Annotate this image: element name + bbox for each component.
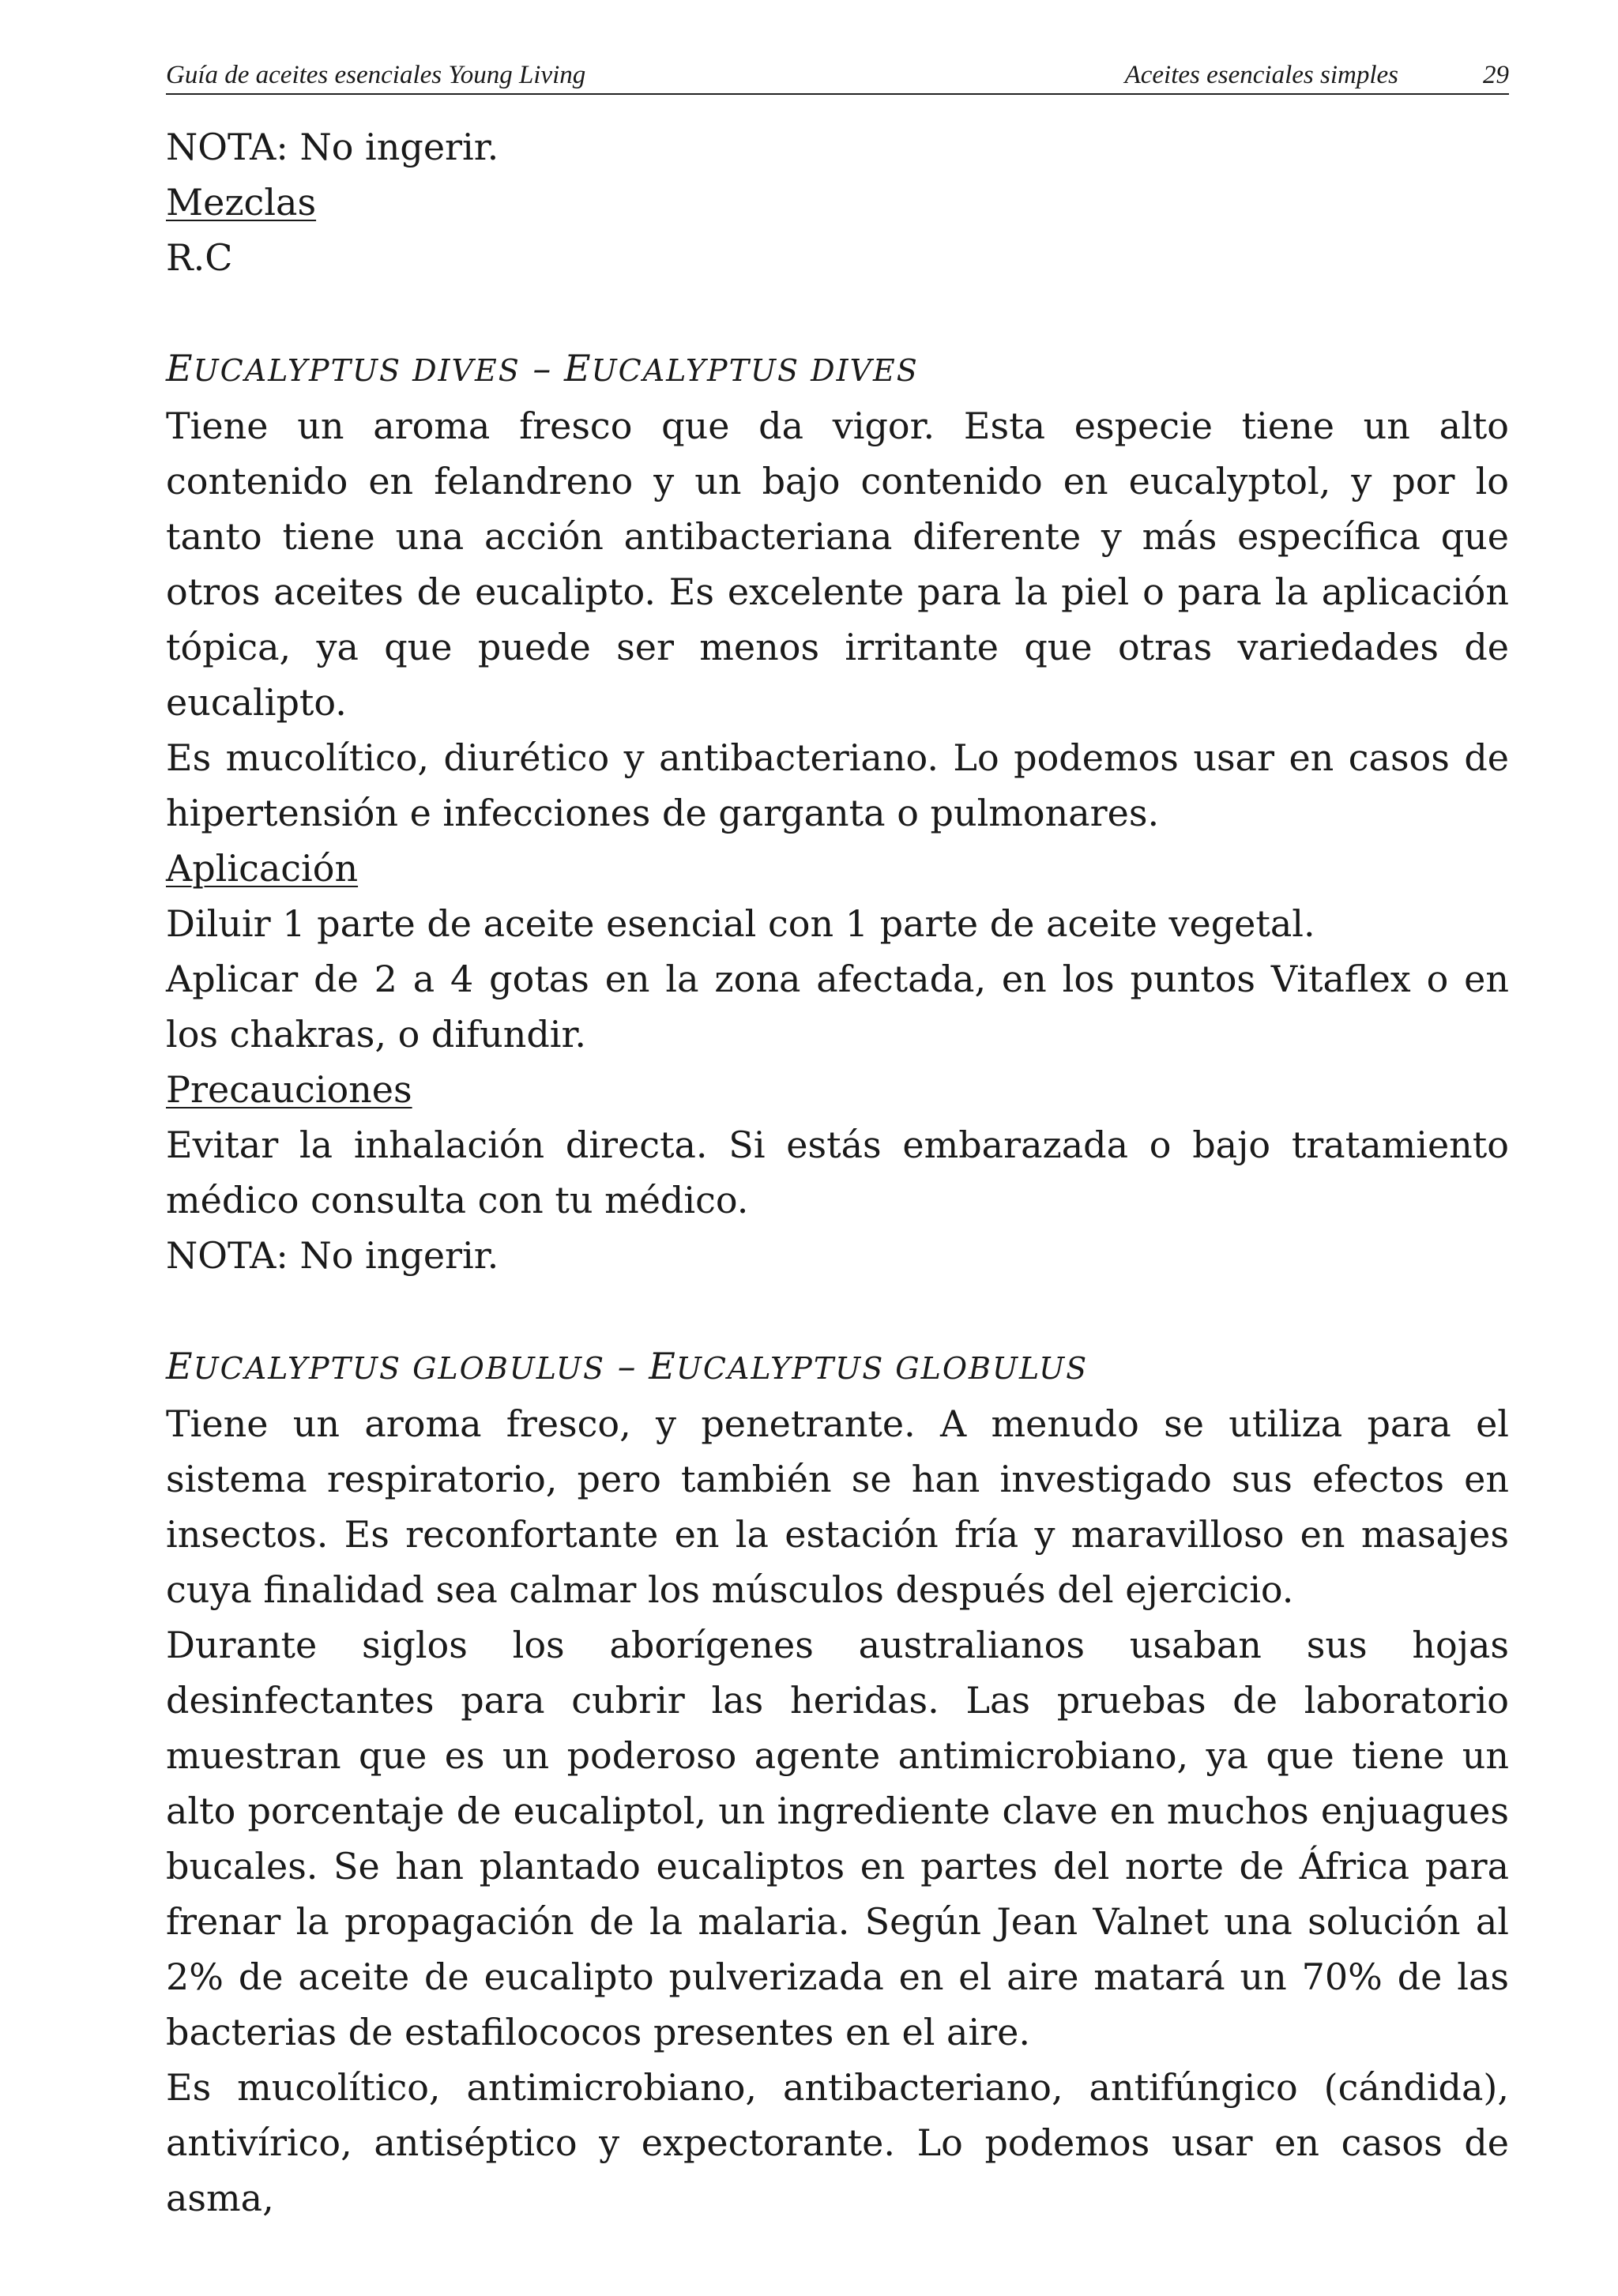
- title-rest: UCALYPTUS DIVES: [193, 353, 521, 388]
- title-rest: UCALYPTUS DIVES: [591, 353, 919, 388]
- section-title-eucalyptus-globulus: [166, 1338, 1509, 1396]
- title-separator: –: [520, 347, 565, 390]
- subheading-mezclas: Mezclas: [166, 181, 317, 224]
- page-number: 29: [1483, 61, 1509, 89]
- dives-paragraph-1: Tiene un aroma fresco que da vigor. Esta especie tiene un alto contenido en felandreno y un bajo contenido en eucalyptol, y por lo tanto tiene una acción antibacteriana diferente y más específica que otros aceites de eucalipto. Es excelente para la piel o para la aplicación tópica, ya que puede ser menos irritante que otras variedades de eucalipto.: [166, 405, 1509, 724]
- section-gap: [166, 1283, 1509, 1338]
- running-header: [166, 57, 1509, 95]
- title-initial: E: [166, 347, 194, 390]
- dives-aplicacion-1: Diluir 1 parte de aceite esencial con 1 parte de aceite vegetal.: [166, 902, 1315, 945]
- title-rest: UCALYPTUS GLOBULUS: [675, 1351, 1089, 1386]
- dives-aplicacion-2: Aplicar de 2 a 4 gotas en la zona afectada, en los puntos Vitaflex o en los chakras, o difundir.: [166, 958, 1509, 1056]
- section-title-eucalyptus-dives: [166, 341, 1509, 398]
- dives-note-no-ingerir: NOTA: No ingerir.: [166, 1234, 499, 1277]
- title-initial: E: [649, 1345, 676, 1387]
- section-gap: [166, 285, 1509, 341]
- subheading-aplicacion: Aplicación: [166, 847, 359, 890]
- note-no-ingerir: NOTA: No ingerir.: [166, 126, 499, 168]
- globulus-paragraph-3: Es mucolítico, antimicrobiano, antibacteriano, antifúngico (cándida), antivírico, antiséptico y expectorante. Lo podemos usar en casos de asma,: [166, 2066, 1509, 2219]
- title-initial: E: [166, 1345, 194, 1387]
- subheading-precauciones: Precauciones: [166, 1068, 412, 1111]
- header-book-title: Guía de aceites esenciales Young Living: [166, 61, 586, 89]
- page-body: [166, 119, 1509, 2226]
- title-separator: –: [604, 1345, 649, 1387]
- mezclas-value: R.C: [166, 236, 233, 279]
- header-section-title: Aceites esenciales simples: [1124, 61, 1398, 89]
- dives-precauciones-1: Evitar la inhalación directa. Si estás embarazada o bajo tratamiento médico consulta con tu médico.: [166, 1124, 1509, 1221]
- dives-paragraph-2: Es mucolítico, diurético y antibacteriano. Lo podemos usar en casos de hipertensión e infecciones de garganta o pulmonares.: [166, 736, 1509, 834]
- globulus-paragraph-2: Durante siglos los aborígenes australianos usaban sus hojas desinfectantes para cubrir las heridas. Las pruebas de laboratorio muestran que es un poderoso agente antimicrobiano, ya que tiene un alto porcentaje de eucaliptol, un ingrediente clave en muchos enjuagues bucales. Se han plantado eucaliptos en partes del norte de África para frenar la propagación de la malaria. Según Jean Valnet una solución al 2% de aceite de eucalipto pulverizada en el aire matará un 70% de las bacterias de estafilococos presentes en el aire.: [166, 1624, 1509, 2053]
- globulus-paragraph-1: Tiene un aroma fresco, y penetrante. A menudo se utiliza para el sistema respiratorio, pero también se han investigado sus efectos en insectos. Es reconfortante en la estación fría y maravilloso en masajes cuya finalidad sea calmar los músculos después del ejercicio.: [166, 1402, 1509, 1611]
- title-rest: UCALYPTUS GLOBULUS: [193, 1351, 605, 1386]
- title-initial: E: [564, 347, 592, 390]
